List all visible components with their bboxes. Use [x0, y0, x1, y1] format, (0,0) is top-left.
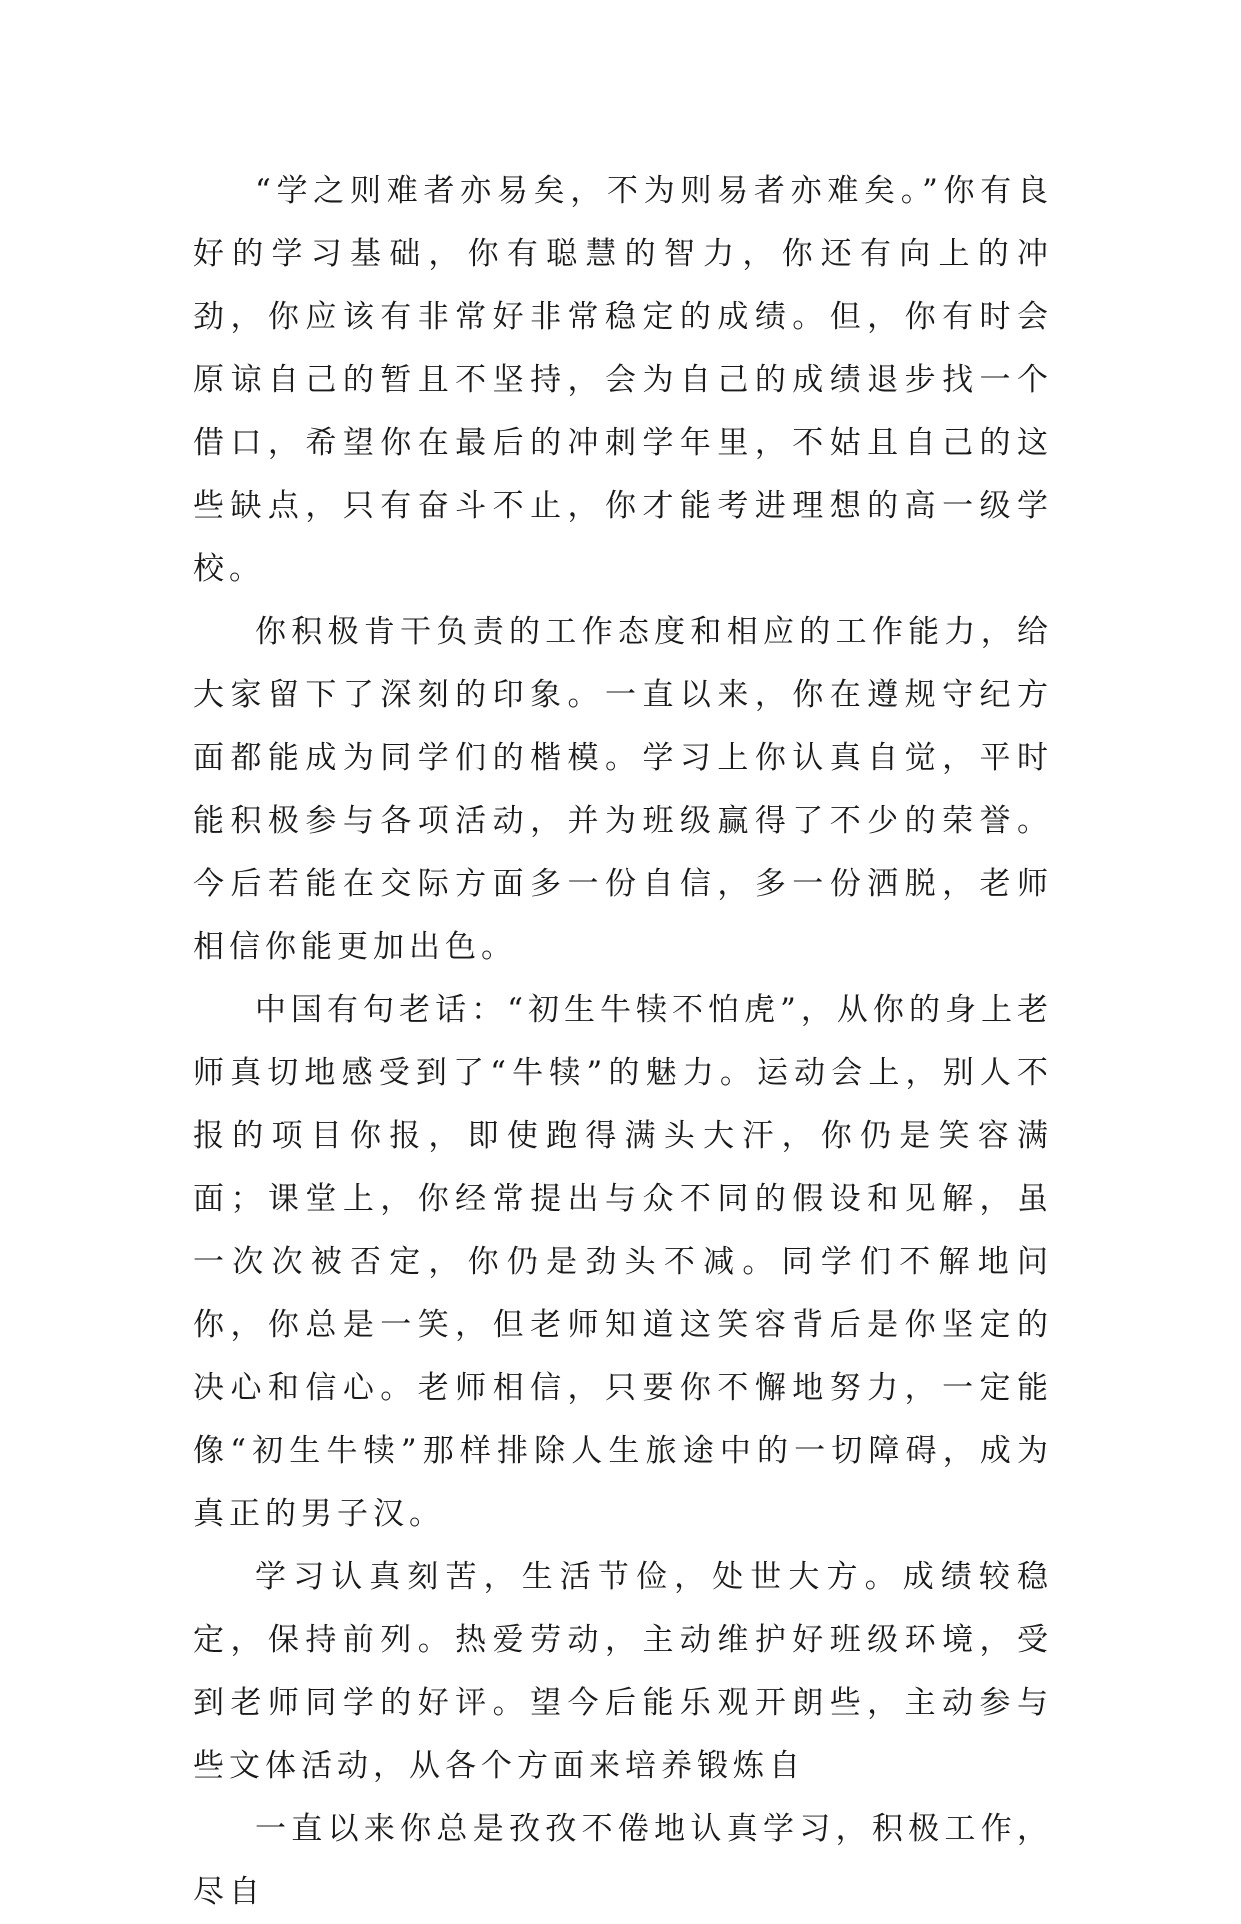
- paragraph: 一直以来你总是孜孜不倦地认真学习，积极工作，尽自: [193, 1811, 1053, 1910]
- document-body: [193, 160, 1053, 1924]
- paragraph: 学习认真刻苦，生活节俭，处世大方。成绩较稳定，保持前列。热爱劳动，主动维护好班级环境，受到老师同学的好评。望今后能乐观开朗些，主动参与些文体活动，从各个方面来培养锻炼自: [193, 1559, 1053, 1784]
- paragraph: 你积极肯干负责的工作态度和相应的工作能力，给大家留下了深刻的印象。一直以来，你在遵规守纪方面都能成为同学们的楷模。学习上你认真自觉，平时能积极参与各项活动，并为班级赢得了不少的荣誉。今后若能在交际方面多一份自信，多一份洒脱，老师相信你能更加出色。: [193, 614, 1053, 965]
- paragraph: “学之则难者亦易矣，不为则易者亦难矣。”你有良好的学习基础，你有聪慧的智力，你还有向上的冲劲，你应该有非常好非常稳定的成绩。但，你有时会原谅自己的暂且不坚持，会为自己的成绩退步找一个借口，希望你在最后的冲刺学年里，不姑且自己的这些缺点，只有奋斗不止，你才能考进理想的高一级学校。: [193, 173, 1053, 587]
- paragraph: 中国有句老话：“初生牛犊不怕虎”，从你的身上老师真切地感受到了“牛犊”的魅力。运动会上，别人不报的项目你报，即使跑得满头大汗，你仍是笑容满面；课堂上，你经常提出与众不同的假设和见解，虽一次次被否定，你仍是劲头不减。同学们不解地问你，你总是一笑，但老师知道这笑容背后是你坚定的决心和信心。老师相信，只要你不懈地努力，一定能像“初生牛犊”那样排除人生旅途中的一切障碍，成为真正的男子汉。: [193, 992, 1053, 1532]
